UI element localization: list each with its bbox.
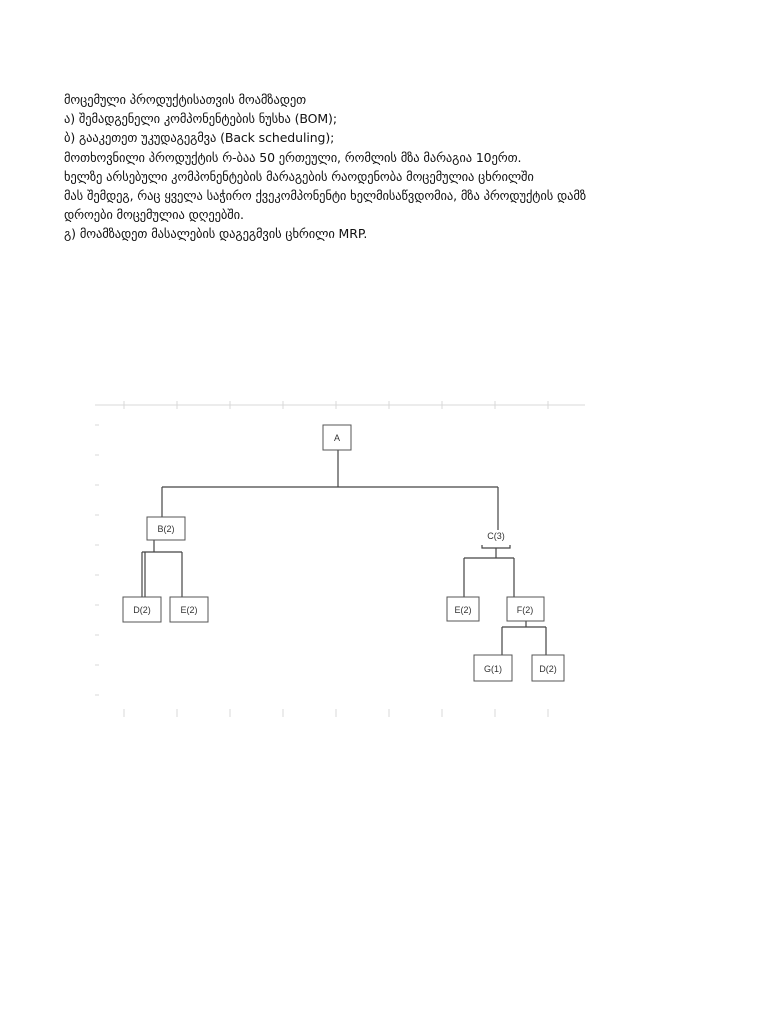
- node-f-label: F(2): [516, 605, 534, 615]
- node-e-right-label: E(2): [454, 605, 472, 615]
- tree-connectors: [142, 450, 546, 655]
- instruction-line-6: მას შემდეგ, რაც ყველა საჭირო ქვეკომპონენტი ხელმისაწვდომია, მზა პროდუქტის დამზ: [64, 188, 586, 204]
- node-d-right: [532, 655, 564, 681]
- instruction-line-8: გ) მოამზადეთ მასალების დაგეგმვის ცხრილი MRP.: [64, 226, 368, 242]
- instruction-line-7: დროები მოცემულია დღეებში.: [64, 207, 244, 223]
- node-f: [507, 597, 544, 621]
- node-e-left-label: E(2): [180, 605, 198, 615]
- node-c: [487, 531, 505, 541]
- node-d-right-label: D(2): [539, 664, 557, 674]
- instruction-line-4: მოთხოვნილი პროდუქტის რ-ბაა 50 ერთეული, რომლის მზა მარაგია 10ერთ.: [64, 149, 522, 165]
- node-g-label: G(1): [484, 664, 502, 674]
- node-b: [147, 517, 185, 540]
- node-d-left: [123, 597, 161, 622]
- node-g: [474, 655, 512, 681]
- node-b-label: B(2): [157, 524, 175, 534]
- instructions-text: [64, 90, 664, 244]
- bom-tree-svg: [90, 395, 590, 725]
- node-c-label: C(3): [487, 531, 505, 541]
- node-a: [323, 425, 351, 450]
- bom-tree-diagram: [90, 395, 590, 725]
- instruction-line-2: ა) შემადგენელი კომპონენტების ნუსხა (BOM);: [64, 111, 337, 127]
- node-a-label: A: [333, 433, 341, 443]
- instruction-line-3: ბ) გააკეთეთ უკუდაგეგმვა (Back scheduling);: [64, 130, 335, 146]
- instruction-line-1: მოცემული პროდუქტისათვის მოამზადეთ: [64, 92, 306, 107]
- node-e-right: [447, 597, 479, 621]
- node-d-left-label: D(2): [133, 605, 151, 615]
- instruction-line-5: ხელზე არსებული კომპონენტების მარაგების რაოდენობა მოცემულია ცხრილში: [64, 168, 534, 184]
- node-e-left: [170, 597, 208, 622]
